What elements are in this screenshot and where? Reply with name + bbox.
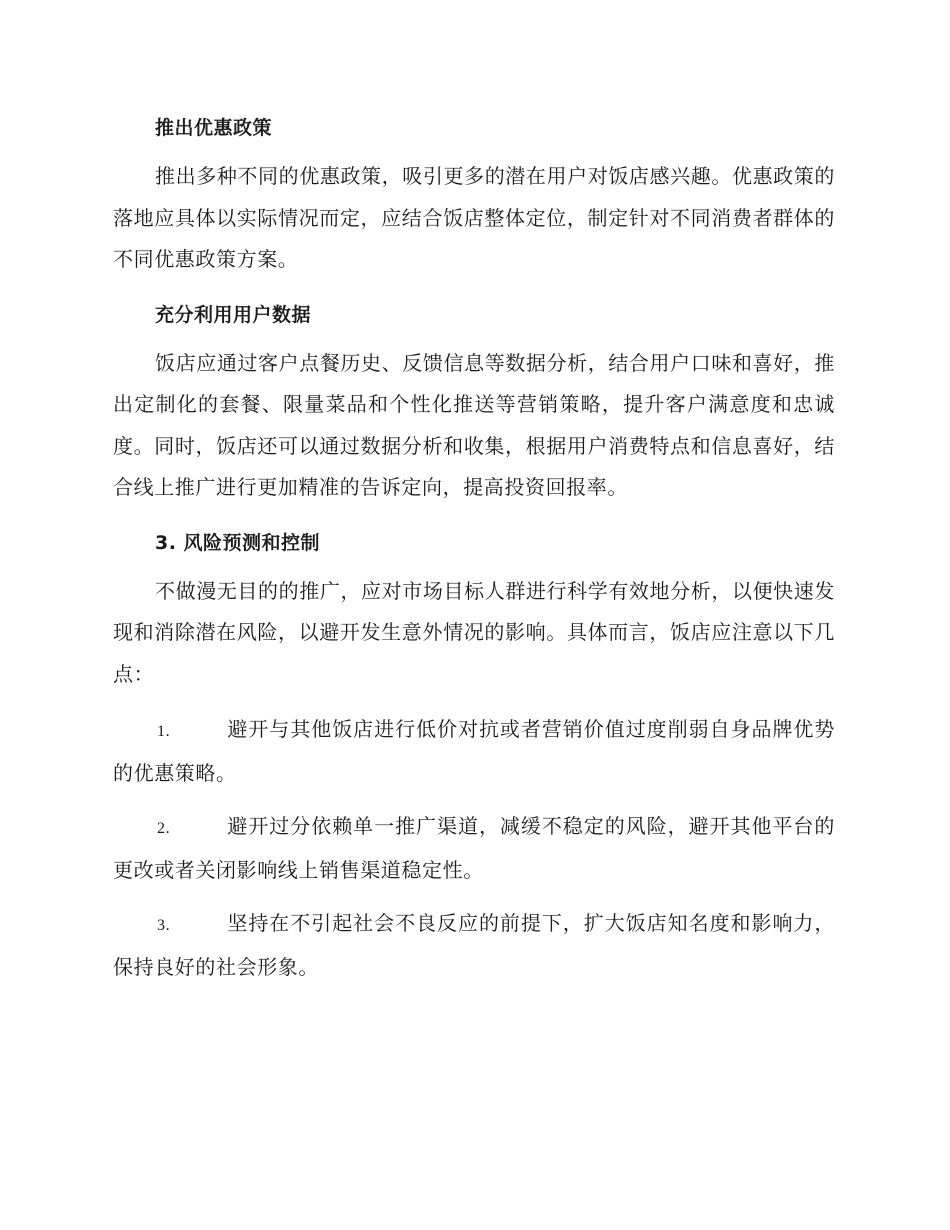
section-paragraph-user-data: 饭店应通过客户点餐历史、反馈信息等数据分析，结合用户口味和喜好，推出定制化的套餐、限量菜品和个性化推送等营销策略，提升客户满意度和忠诚度。同时，饭店还可以通过数据分析和收集，根据用户消费特点和信息喜好，结合线上推广进行更加精准的告诉定向，提高投资回报率。: [113, 350, 835, 499]
list-item-number: 1.: [157, 723, 171, 740]
list-item-text: 避开过分依赖单一推广渠道，减缓不稳定的风险，避开其他平台的更改或者关闭影响线上销售渠道稳定性。: [113, 814, 835, 882]
numbered-list: [113, 709, 835, 988]
list-item: [113, 903, 835, 988]
section-heading-discount-policy: 推出优惠政策: [155, 117, 273, 139]
list-item-text: 坚持在不引起社会不良反应的前提下，扩大饭店知名度和影响力，保持良好的社会形象。: [113, 911, 835, 979]
section-heading-risk-control: 3. 风险预测和控制: [155, 531, 321, 554]
list-item: [113, 806, 835, 891]
section-paragraph-discount-policy: 推出多种不同的优惠政策，吸引更多的潜在用户对饭店感兴趣。优惠政策的落地应具体以实际情况而定，应结合饭店整体定位，制定针对不同消费者群体的不同优惠政策方案。: [113, 164, 835, 271]
document-page: [113, 108, 835, 1000]
list-item-number: 3.: [157, 917, 171, 934]
list-item: [113, 709, 835, 794]
list-item-number: 2.: [157, 820, 171, 837]
section-paragraph-risk-control: 不做漫无目的的推广，应对市场目标人群进行科学有效地分析，以便快速发现和消除潜在风险，以避开发生意外情况的影响。具体而言，饭店应注意以下几点：: [113, 578, 835, 686]
section-heading-user-data: 充分利用用户数据: [155, 303, 312, 326]
list-item-text: 避开与其他饭店进行低价对抗或者营销价值过度削弱自身品牌优势的优惠策略。: [113, 717, 835, 785]
